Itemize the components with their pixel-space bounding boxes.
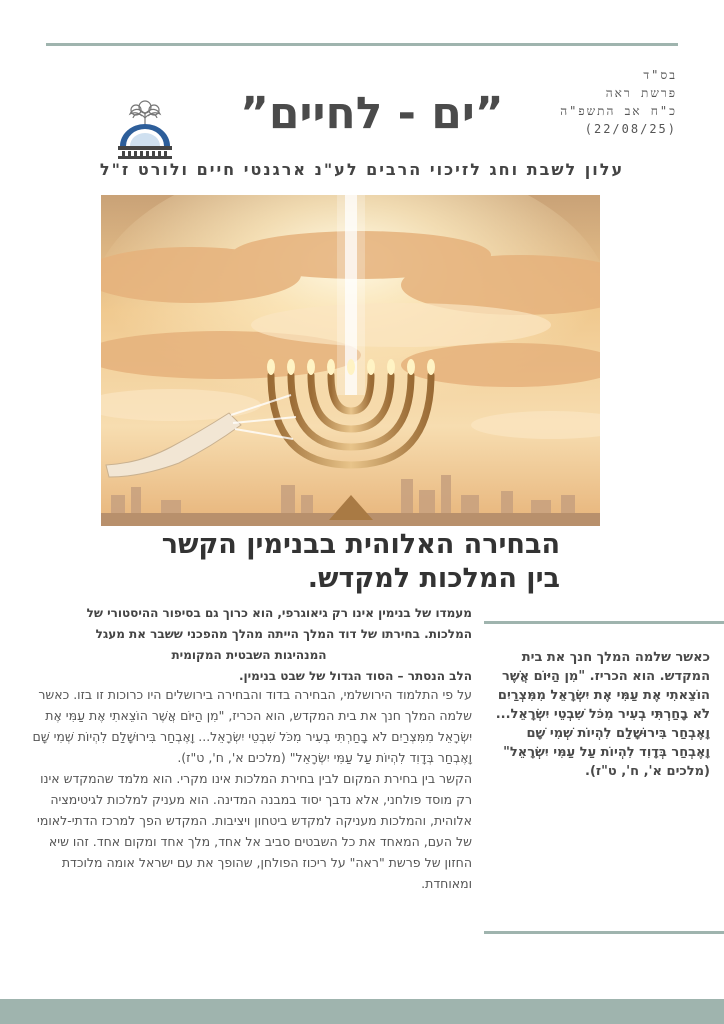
meta-parasha: פרשת ראה: [605, 86, 677, 100]
sidebar-quote: כאשר שלמה המלך חנך את בית המקדש. הוא הכריז. "מִן הַיּוֹם אֲשֶׁר הוֹצֵאתִי אֶת עַמִּי אֶת יִשְׂרָאֵל מִמִּצְרַיִם לֹא בָחַרְתִּי בְעִיר מִכֹּל שִׁבְטֵי יִשְׂרָאֵל... וָאֶבְחַר בִּירוּשָׁלַם לִהְיוֹת שְׁמִי שָׁם וָאֶבְחַר בְּדָוִד לִהְיוֹת עַל עַמִּי יִשְׂרָאֵל" (מלכים א', ח', ט"ז).: [495, 650, 710, 779]
body-paragraph-2: הקשר בין בחירת המקום לבין בחירת המלכות אינו מקרי. הוא מלמד שהמקדש אינו רק מוסד פולחני, אלא נדבך יסוד במבנה המדינה. הוא מעניק למלכות לגיטימציה אלוהית, והמלכות מעניקה למקדש ביטחון ויציבות. המקדש הפך למרכז הדתי-לאומי של העם, המאחד את כל השבטים סביב אל אחד, מלך אחד ומקום אחד. זהו שיא החזון של פרשת "ראה" על ריכוז הפולחן, שהופך את עם ישראל אומה מלוכדת ומאוחדת.: [37, 771, 472, 891]
sidebar-bottom-divider: [484, 931, 724, 934]
sidebar-top-divider: [484, 621, 724, 624]
newsletter-subtitle: עלון לשבת וחג לזיכוי הרבים לע"נ ארגנטי חיים ולורט ז"ל: [99, 160, 625, 179]
lead-line-2: המלכות. בחירתו של דוד המלך הייתה מהלך מהפכני ששבר את מעגל: [95, 627, 472, 641]
tree-over-dome-icon: [112, 100, 178, 160]
article-headline: [110, 528, 560, 596]
meta-hebrew-date: כ"ח אב התשפ"ה: [560, 104, 677, 118]
section-title: הלב הנסתר – הסוד הגדול של שבט בנימין.: [238, 669, 472, 683]
lead-caption: המנהיגות השבטית המקומית: [171, 648, 327, 662]
headline-line-1: הבחירה האלוהית בבנימין הקשר: [161, 529, 560, 560]
menorah-shofar-sunset-illustration: [101, 195, 600, 526]
meta-bsd: בס"ד: [643, 68, 677, 82]
issue-meta: [560, 66, 677, 138]
article-lead: [26, 603, 472, 687]
top-divider: [46, 43, 678, 46]
logo: [112, 100, 178, 160]
newsletter-title: ”ים - לחיים”: [240, 88, 504, 139]
hero-image: [101, 195, 600, 526]
headline-line-2: בין המלכות למקדש.: [307, 563, 560, 594]
lead-line-1: מעמדו של בנימין אינו רק גיאוגרפי, הוא כרוך גם בסיפור ההיסטורי של: [86, 606, 472, 620]
article-body: [26, 684, 472, 894]
body-paragraph-1: על פי התלמוד הירושלמי, הבחירה בדוד והבחירה בירושלים היו כרוכות זו בזו. כאשר שלמה המלך חנך את בית המקדש, הוא הכריז, "מִן הַיּוֹם אֲשֶׁר הוֹצֵאתִי אֶת עַמִּי אֶת יִשְׂרָאֵל מִמִּצְרַיִם לֹא בָחַרְתִּי בְעִיר מִכֹּל שִׁבְטֵי יִשְׂרָאֵל... וָאֶבְחַר בִּירוּשָׁלַם לִהְיוֹת שְׁמִי שָׁם וָאֶבְחַר בְּדָוִד לִהְיוֹת עַל עַמִּי יִשְׂרָאֵל" (מלכים א', ח', ט"ז).: [32, 687, 472, 765]
footer-bar: [0, 999, 724, 1024]
meta-gregorian-date: (22/08/25): [584, 122, 677, 136]
